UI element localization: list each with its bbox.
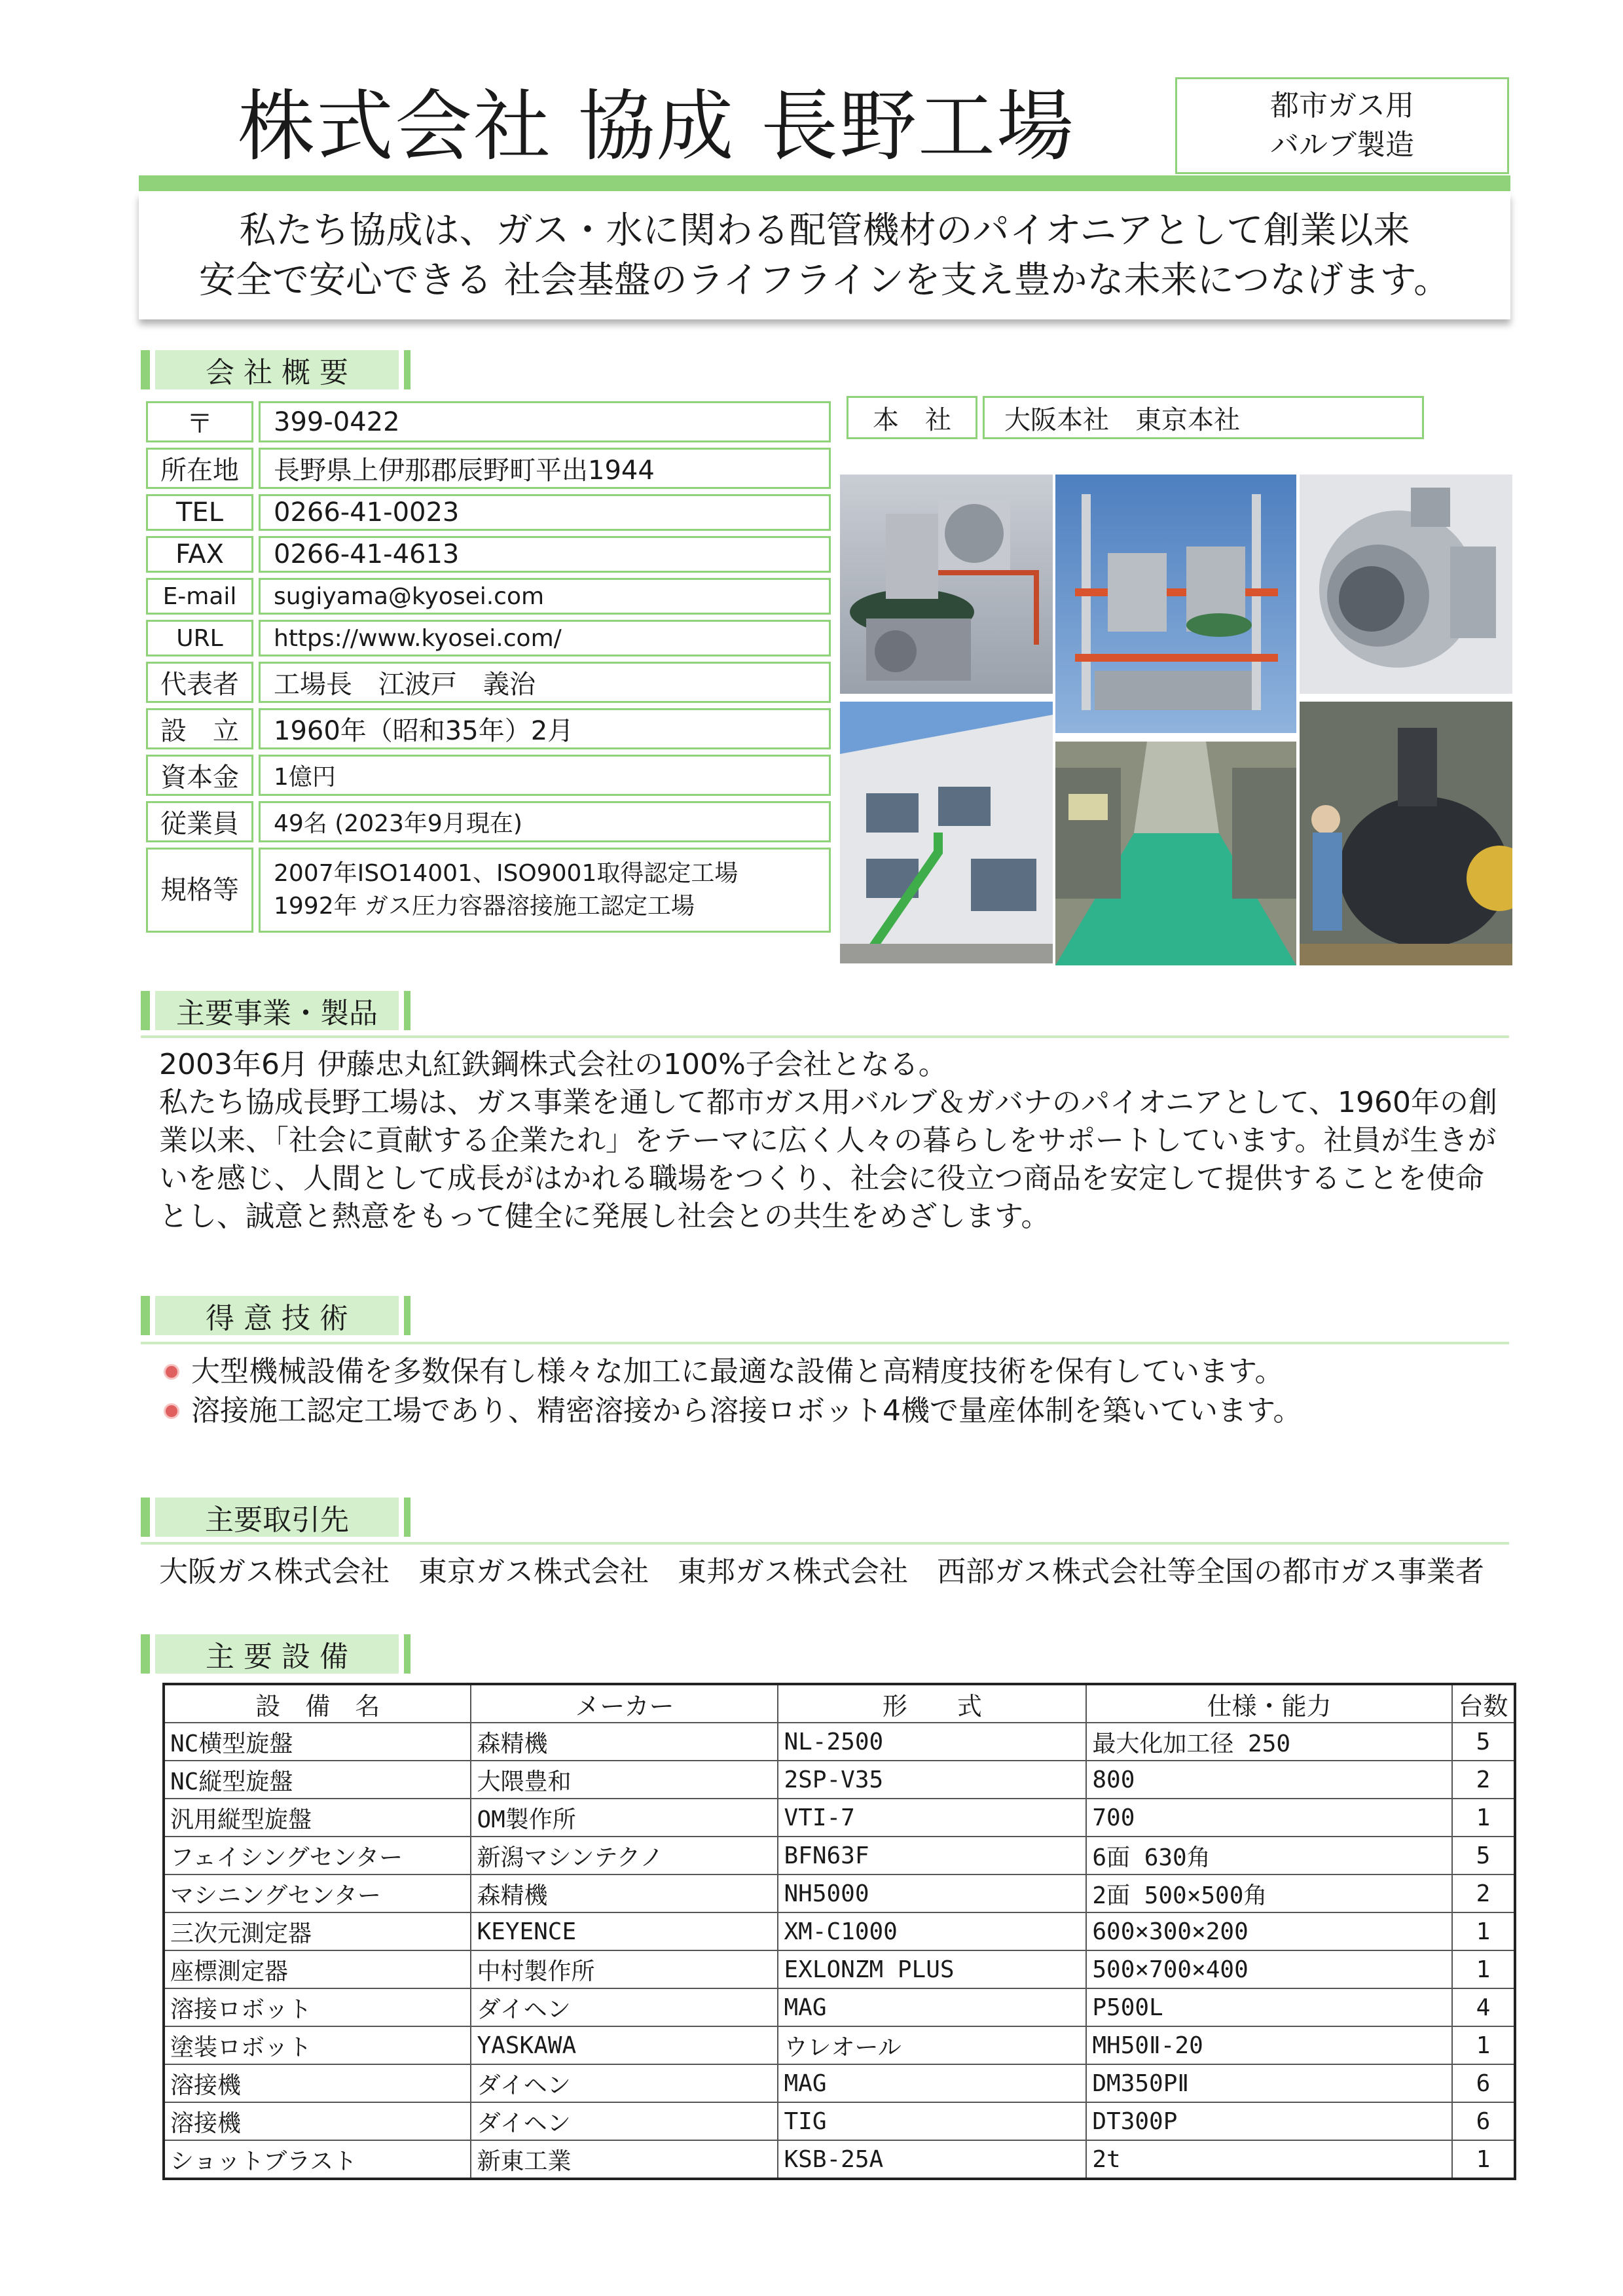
- business-line-1: 2003年6月 伊藤忠丸紅鉄鋼株式会社の100%子会社となる。: [159, 1048, 947, 1081]
- table-cell: 大隈豊和: [471, 1761, 778, 1799]
- table-cell: NC縦型旋盤: [164, 1761, 471, 1799]
- table-cell: 2SP-V35: [778, 1761, 1086, 1799]
- table-cell: EXLONZM PLUS: [778, 1950, 1086, 1988]
- business-paragraph: 私たち協成長野工場は、ガス事業を通して都市ガス用バルブ＆ガバナのパイオニアとして、1960年の創業以来、「社会に貢献する企業たれ」をテーマに広く人々の暮らしをサポートしています。社員が生きがいを感じ、人間として成長がはかれる職場をつくり、社会に役立つ商品を安定して提供することを使命とし、誠意と熱意をもって健全に発展し社会との共生をめざします。: [159, 1086, 1498, 1233]
- section-heading-business: [141, 991, 410, 1030]
- info-label: URL: [146, 620, 253, 656]
- info-value: 0266-41-0023: [259, 494, 831, 531]
- info-row-established: [146, 708, 831, 749]
- table-cell: NL-2500: [778, 1723, 1086, 1761]
- table-cell: 最大化加工径 250: [1086, 1723, 1452, 1761]
- table-cell: YASKAWA: [471, 2026, 778, 2064]
- info-value: 49名 (2023年9月現在): [259, 801, 831, 842]
- skill-item: [164, 1391, 1302, 1431]
- table-row: [164, 1761, 1515, 1799]
- photo-large-valve-worker: [1300, 702, 1512, 965]
- email-link[interactable]: sugiyama@kyosei.com: [259, 578, 831, 615]
- table-cell: ショットブラスト: [164, 2140, 471, 2179]
- info-label: 資本金: [146, 755, 253, 796]
- header-accent-bar: [139, 175, 1510, 191]
- bullet-icon: [164, 1364, 179, 1380]
- photo-gas-governor: [840, 475, 1053, 694]
- table-cell: VTI-7: [778, 1799, 1086, 1837]
- table-cell: 600×300×200: [1086, 1912, 1452, 1950]
- table-cell: 塗装ロボット: [164, 2026, 471, 2064]
- intro-line-2: 安全で安心できる 社会基盤のライフラインを支え豊かな未来につなげます。: [198, 259, 1451, 302]
- table-cell: 700: [1086, 1799, 1452, 1837]
- info-row-fax: [146, 536, 831, 573]
- info-value: 399-0422: [259, 401, 831, 442]
- info-value: 工場長 江波戸 義治: [259, 662, 831, 703]
- photo-factory-floor: [1055, 742, 1296, 965]
- info-row-url: [146, 620, 831, 656]
- info-value: 1960年（昭和35年）2月: [259, 708, 831, 749]
- business-description: [159, 1046, 1508, 1236]
- intro-line-1: 私たち協成は、ガス・水に関わる配管機材のパイオニアとして創業以来: [239, 209, 1410, 252]
- info-label: 代表者: [146, 662, 253, 703]
- column-header: 形 式: [778, 1684, 1086, 1723]
- table-cell: XM-C1000: [778, 1912, 1086, 1950]
- info-row-certifications: [146, 848, 831, 933]
- column-header: 設 備 名: [164, 1684, 471, 1723]
- info-label: 規格等: [146, 848, 253, 933]
- info-row-capital: [146, 755, 831, 796]
- info-row-employees: [146, 801, 831, 842]
- section-heading-clients: [141, 1498, 410, 1537]
- info-label: TEL: [146, 494, 253, 531]
- section-divider: [141, 1542, 1509, 1545]
- badge-line-2: バルブ製造: [1270, 128, 1414, 162]
- table-cell: 新潟マシンテクノ: [471, 1837, 778, 1874]
- table-row: [164, 1723, 1515, 1761]
- table-cell: 800: [1086, 1761, 1452, 1799]
- info-row-tel: [146, 494, 831, 531]
- info-row-postal: [146, 401, 831, 442]
- table-cell: 2: [1452, 1874, 1515, 1912]
- table-cell: KSB-25A: [778, 2140, 1086, 2179]
- table-cell: MH50Ⅱ-20: [1086, 2026, 1452, 2064]
- table-row: [164, 2140, 1515, 2179]
- section-heading-skills: [141, 1296, 410, 1335]
- table-cell: 500×700×400: [1086, 1950, 1452, 1988]
- cert-line-2: 1992年 ガス圧力容器溶接施工認定工場: [274, 893, 695, 920]
- info-label: 〒: [146, 401, 253, 442]
- table-cell: 2面 500×500角: [1086, 1874, 1452, 1912]
- table-row: [164, 1988, 1515, 2026]
- table-cell: 1: [1452, 2140, 1515, 2179]
- info-value: 0266-41-4613: [259, 536, 831, 573]
- table-cell: ウレオール: [778, 2026, 1086, 2064]
- info-label: 従業員: [146, 801, 253, 842]
- info-row-email: [146, 578, 831, 615]
- table-row: [164, 2064, 1515, 2102]
- headquarters-row: [847, 396, 1424, 439]
- table-cell: ダイヘン: [471, 2064, 778, 2102]
- table-cell: 5: [1452, 1837, 1515, 1874]
- table-cell: 6面 630角: [1086, 1837, 1452, 1874]
- page-title: 株式会社 協成 長野工場: [237, 81, 1076, 171]
- table-cell: 新東工業: [471, 2140, 778, 2179]
- table-cell: DM350PⅡ: [1086, 2064, 1452, 2102]
- table-row: [164, 1799, 1515, 1837]
- table-cell: 1: [1452, 1950, 1515, 1988]
- table-row: [164, 1912, 1515, 1950]
- table-cell: 中村製作所: [471, 1950, 778, 1988]
- table-cell: 座標測定器: [164, 1950, 471, 1988]
- table-cell: 溶接ロボット: [164, 1988, 471, 2026]
- table-cell: KEYENCE: [471, 1912, 778, 1950]
- info-row-representative: [146, 662, 831, 703]
- table-cell: P500L: [1086, 1988, 1452, 2026]
- section-divider: [141, 1342, 1509, 1344]
- table-cell: MAG: [778, 2064, 1086, 2102]
- table-cell: 2t: [1086, 2140, 1452, 2179]
- table-cell: 1: [1452, 1799, 1515, 1837]
- table-cell: OM製作所: [471, 1799, 778, 1837]
- table-row: [164, 1837, 1515, 1874]
- table-cell: BFN63F: [778, 1837, 1086, 1874]
- table-cell: 溶接機: [164, 2102, 471, 2140]
- section-label: 会 社 概 要: [155, 350, 399, 389]
- table-cell: NC横型旋盤: [164, 1723, 471, 1761]
- section-label: 主 要 設 備: [155, 1634, 399, 1674]
- table-cell: 1: [1452, 1912, 1515, 1950]
- table-row: [164, 2026, 1515, 2064]
- info-value: 1億円: [259, 755, 831, 796]
- section-label: 主要事業・製品: [155, 991, 399, 1030]
- section-heading-company: [141, 350, 410, 389]
- category-badge: [1175, 77, 1509, 174]
- table-cell: マシニングセンター: [164, 1874, 471, 1912]
- info-row-address: [146, 448, 831, 489]
- table-row: [164, 1874, 1515, 1912]
- photo-governor-station: [1055, 475, 1296, 733]
- hq-value: 大阪本社 東京本社: [983, 396, 1424, 439]
- table-cell: 6: [1452, 2102, 1515, 2140]
- table-cell: TIG: [778, 2102, 1086, 2140]
- cert-line-1: 2007年ISO14001、ISO9001取得認定工場: [274, 860, 739, 887]
- column-header: 仕様・能力: [1086, 1684, 1452, 1723]
- section-label: 得 意 技 術: [155, 1296, 399, 1335]
- table-cell: 汎用縦型旋盤: [164, 1799, 471, 1837]
- photo-factory-building: [840, 702, 1053, 963]
- table-cell: ダイヘン: [471, 1988, 778, 2026]
- table-cell: 1: [1452, 2026, 1515, 2064]
- table-row: [164, 2102, 1515, 2140]
- bullet-icon: [164, 1403, 179, 1419]
- equipment-header-row: [164, 1684, 1515, 1723]
- skill-text: 溶接施工認定工場であり、精密溶接から溶接ロボット4機で量産体制を築いています。: [191, 1394, 1302, 1427]
- company-info-table: [141, 396, 836, 938]
- info-label: 所在地: [146, 448, 253, 489]
- hq-label: 本 社: [847, 396, 977, 439]
- skill-text: 大型機械設備を多数保有し様々な加工に最適な設備と高精度技術を保有しています。: [191, 1355, 1284, 1388]
- table-cell: 三次元測定器: [164, 1912, 471, 1950]
- table-cell: 4: [1452, 1988, 1515, 2026]
- skill-item: [164, 1352, 1302, 1391]
- info-label: FAX: [146, 536, 253, 573]
- column-header: メーカー: [471, 1684, 778, 1723]
- table-cell: 森精機: [471, 1723, 778, 1761]
- table-cell: NH5000: [778, 1874, 1086, 1912]
- table-cell: 森精機: [471, 1874, 778, 1912]
- section-heading-equipment: [141, 1634, 410, 1674]
- table-cell: 2: [1452, 1761, 1515, 1799]
- info-value: [259, 848, 831, 933]
- table-cell: 溶接機: [164, 2064, 471, 2102]
- table-cell: MAG: [778, 1988, 1086, 2026]
- column-header: 台数: [1452, 1684, 1515, 1723]
- table-row: [164, 1950, 1515, 1988]
- table-cell: 5: [1452, 1723, 1515, 1761]
- info-label: 設 立: [146, 708, 253, 749]
- photo-ball-valve: [1300, 475, 1512, 694]
- equipment-table: [162, 1683, 1516, 2180]
- website-link[interactable]: https://www.kyosei.com/: [259, 620, 831, 656]
- info-label: E-mail: [146, 578, 253, 615]
- intro-box: [139, 192, 1510, 319]
- table-cell: DT300P: [1086, 2102, 1452, 2140]
- table-cell: 6: [1452, 2064, 1515, 2102]
- table-cell: ダイヘン: [471, 2102, 778, 2140]
- skills-list: [164, 1352, 1302, 1431]
- badge-line-1: 都市ガス用: [1270, 89, 1414, 122]
- info-value: 長野県上伊那郡辰野町平出1944: [259, 448, 831, 489]
- clients-text: 大阪ガス株式会社 東京ガス株式会社 東邦ガス株式会社 西部ガス株式会社等全国の都市ガス事業者: [159, 1555, 1484, 1588]
- section-divider: [141, 1035, 1509, 1038]
- section-label: 主要取引先: [155, 1498, 399, 1537]
- table-cell: フェイシングセンター: [164, 1837, 471, 1874]
